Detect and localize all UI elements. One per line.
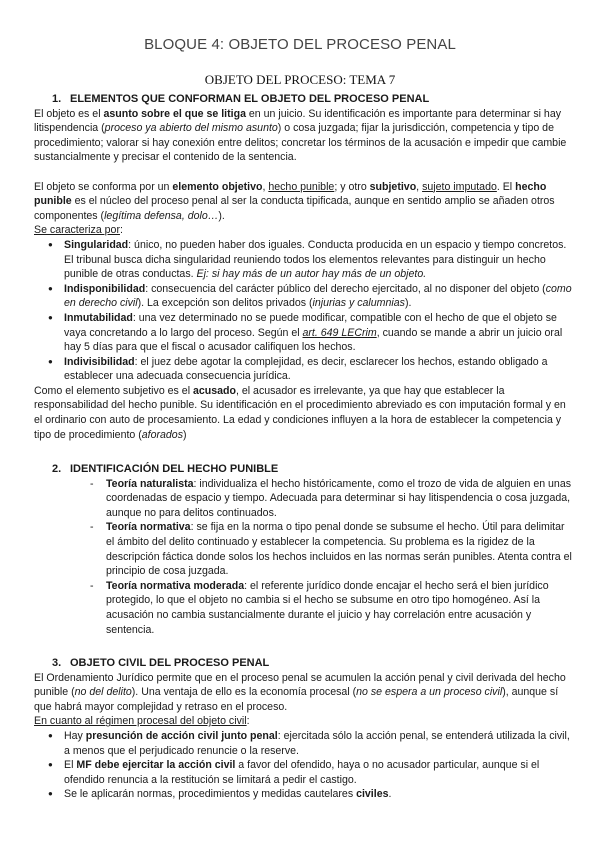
list-item: ● Singularidad: único, no pueden haber dos iguales. Conducta producida en un espacio y tiempo concretos. El tribunal busca dicha singularidad reuniendo todos los elementos relevantes para distinguir un hecho punible de otras conductas. Ej: si hay más de un autor hay más de un objeto.: [34, 238, 572, 282]
theories-list: [34, 477, 572, 638]
list-item: - Teoría normativa moderada: el referente jurídico donde encajar el hecho será el bien jurídico protegido, lo que el objeto no cambia si el hecho se subsume en otro tipo homogéneo. Así la acusación no cambia sustancialmente durante el juicio y hay correlación entre acusación y sentencia.: [34, 579, 572, 637]
list-item: - Teoría naturalista: individualiza el hecho históricamente, como el trozo de vida de alguien en unas coordenadas de espacio y tiempo. Adecuada para determinar si hay litispendencia o cosa juzgada, aunque no para delitos continuados.: [34, 477, 572, 521]
section-1-paragraph-1: El objeto es el asunto sobre el que se litiga en un juicio. Su identificación es importante para determinar si hay litispendencia (proceso ya abierto del mismo asunto) o cosa juzgada; fijar la jurisdicción, competencia y tipo de procedimiento; valorar si hay conexión entre delitos; concretar los términos de la acusación e impedir que cambie sustancialmente y precisar el contenido de la sentencia.: [34, 107, 567, 164]
section-3-heading: 3. OBJETO CIVIL DEL PROCESO PENAL: [52, 657, 270, 669]
list-item: ● Se le aplicarán normas, procedimientos y medidas cautelares civiles.: [34, 787, 572, 802]
list-item: ● Inmutabilidad: una vez determinado no se puede modificar, compatible con el hecho de que el objeto se vaya concretando a lo largo del proceso. Según el art. 649 LECrim, cuando se mande a abrir un juicio oral hay 5 días para que el fiscal o acusador califiquen los hechos.: [34, 311, 572, 355]
list-item: - Teoría normativa: se fija en la norma o tipo penal donde se subsume el hecho. Útil para delimitar el ámbito del delito continuado y establecer la competencia. Su problema es la rigidez de la descripción fáctica donde solos los hechos incluidos en las normas serán punibles. Atenta contra el principio de cosa juzgada.: [34, 520, 572, 578]
section-1-heading: 1. ELEMENTOS QUE CONFORMAN EL OBJETO DEL PROCESO PENAL: [52, 93, 430, 105]
section-2-heading: 2. IDENTIFICACIÓN DEL HECHO PUNIBLE: [52, 463, 279, 475]
list-item: ● Hay presunción de acción civil junto penal: ejercitada sólo la acción penal, se entenderá utilizada la civil, a menos que el perjudicado renuncie o la reserve.: [34, 729, 572, 758]
regime-list: [34, 729, 572, 802]
document-subtitle: OBJETO DEL PROCESO: TEMA 7: [204, 72, 396, 87]
section-1: [34, 92, 572, 442]
list-item: ● Indivisibilidad: el juez debe agotar la complejidad, es decir, esclarecer los hechos, estando obligado a establecer una adecuada consecuencia jurídica.: [34, 355, 572, 384]
section-2: [34, 462, 572, 637]
list-item: ● El MF debe ejercitar la acción civil a favor del ofendido, haya o no acusador particular, aunque si el ofendido renuncia a la restitución se limitará a pedir el castigo.: [34, 758, 572, 787]
section-3-paragraph-1: El Ordenamiento Jurídico permite que en el proceso penal se acumulen la acción penal y civil derivada del hecho punible (no del delito). Una ventaja de ello es la economía procesal (no se espera a un proceso civil), aunque sí que habrá mayor complejidad y retraso en el proceso.: [34, 671, 566, 713]
section-1-paragraph-2: El objeto se conforma por un elemento objetivo, hecho punible; y otro subjetivo, sujeto imputado. El hecho punible es el núcleo del proceso penal al ser la conducta tipificada, aunque en sentido amplio se añaden otros componentes (legítima defensa, dolo…).: [34, 180, 555, 222]
section-1-paragraph-3: Como el elemento subjetivo es el acusado, el acusador es irrelevante, ya que hay que establecer la responsabilidad del hecho punible. Su identificación en el procedimiento abreviado es con imputación formal y en el ordinario con auto de procesamiento. La edad y condiciones influyen a la hora de establecer la competencia y tipo de procedimiento (aforados): [34, 384, 566, 441]
characteristics-list: [34, 238, 572, 384]
characteristics-label: Se caracteriza por:: [34, 224, 123, 237]
section-3: [34, 656, 572, 802]
regime-label: En cuanto al régimen procesal del objeto civil:: [34, 715, 250, 728]
list-item: ● Indisponibilidad: consecuencia del carácter público del derecho ejercitado, al no disponer del objeto (como en derecho civil). La excepción son delitos privados (injurias y calumnias).: [34, 282, 572, 311]
document-title: BLOQUE 4: OBJETO DEL PROCESO PENAL: [144, 36, 456, 53]
